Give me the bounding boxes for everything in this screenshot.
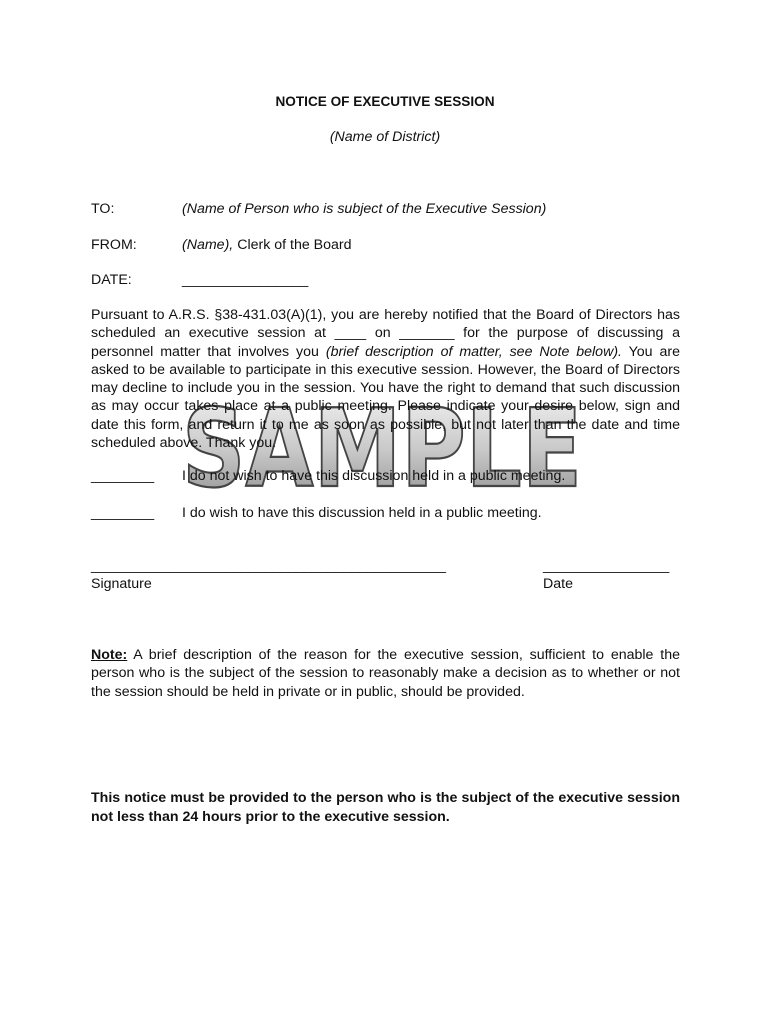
to-value: (Name of Person who is subject of the Executive Session) — [182, 201, 547, 217]
note-paragraph — [91, 646, 680, 701]
document-title: NOTICE OF EXECUTIVE SESSION — [275, 94, 495, 109]
notice-paragraph — [91, 306, 680, 452]
note-text: A brief description of the reason for the executive session, sufficient to enable the person who is the subject of the session to reasonably make a decision as to whether or not the session should be held in private or in public, should be provided. — [91, 647, 680, 700]
signature-label: Signature — [91, 576, 152, 592]
option1-blank[interactable]: ________ — [91, 468, 155, 484]
to-label: TO: — [91, 201, 115, 217]
signature-line[interactable]: _____________________________________________ — [91, 558, 447, 574]
from-name: (Name), — [182, 237, 234, 253]
option2-blank[interactable]: ________ — [91, 505, 155, 521]
note-label: Note: — [91, 647, 128, 663]
option1-text: I do not wish to have this discussion held in a public meeting. — [182, 468, 566, 484]
notice-text-italic: (brief description of matter, see Note below). — [325, 343, 622, 360]
date-signature-line[interactable]: ________________ — [543, 558, 670, 574]
date-label: DATE: — [91, 272, 132, 288]
date-signature-label: Date — [543, 576, 573, 592]
watermark-text: SAMPLE — [182, 388, 582, 508]
date-blank[interactable]: ________________ — [182, 272, 309, 288]
option2-text: I do wish to have this discussion held in a public meeting. — [182, 505, 542, 521]
notice-text-part2: You are asked to be available to participate in this executive session. However, the Board of Directors may decline to include you in the session. You have the right to demand that such discussion as may occur takes place at a public meeting. Please indicate your desire below, sign and date this form, and return it to me as soon as possible, but not later than the date and time scheduled above. Thank you. — [91, 343, 680, 452]
notice-text-part1: Pursuant to A.R.S. §38-431.03(A)(1), you are hereby notified that the Board of Directors has scheduled an executive session at ____ on _______ for the purpose of discussing a personnel matter that involves you — [91, 307, 680, 360]
district-name: (Name of District) — [329, 129, 441, 145]
from-value — [182, 237, 352, 253]
from-label: FROM: — [91, 237, 137, 253]
from-role: Clerk of the Board — [233, 237, 352, 253]
final-notice: This notice must be provided to the person who is the subject of the executive session not less than 24 hours prior to the executive session. — [91, 790, 680, 825]
